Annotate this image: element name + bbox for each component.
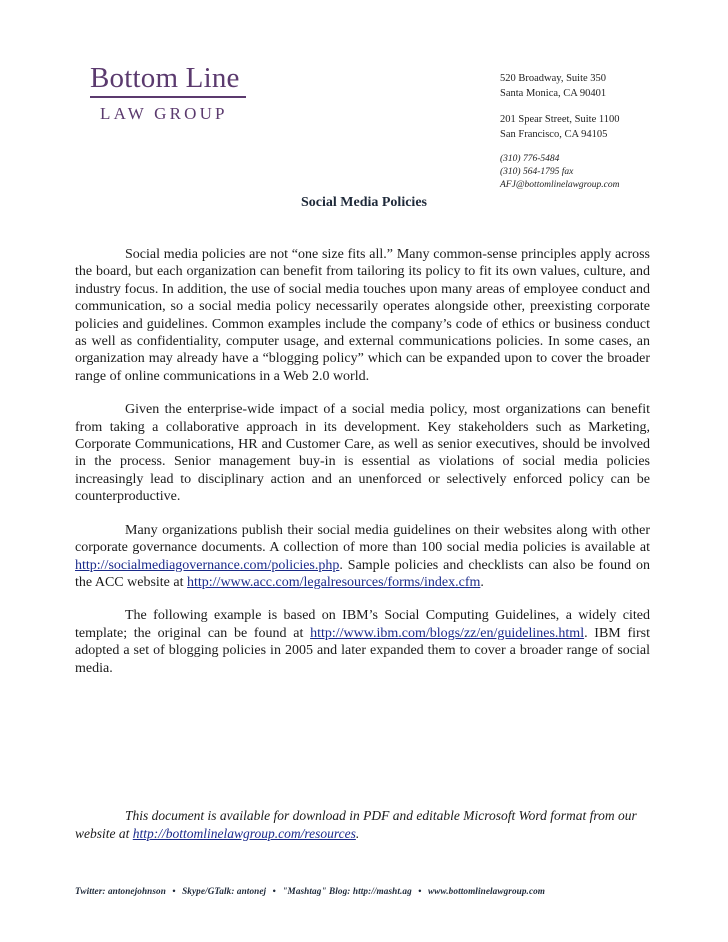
firm-address xyxy=(500,71,619,192)
footer-separator: • xyxy=(272,886,276,896)
address-line: Santa Monica, CA 90401 xyxy=(500,88,607,99)
phone: (310) 776-5484 xyxy=(500,154,560,164)
logo-subtitle: LAW GROUP xyxy=(100,104,228,123)
office-santa-monica xyxy=(500,71,619,101)
fax: (310) 564-1795 fax xyxy=(500,167,574,177)
page-footer xyxy=(75,886,650,896)
contact-info xyxy=(500,153,619,192)
text: . Sample policies and checklists can also be found on the ACC website at xyxy=(75,557,650,590)
document-body xyxy=(75,246,650,693)
paragraph-4 xyxy=(75,607,650,677)
paragraph-1: Social media policies are not “one size fits all.” Many common-sense principles apply across the board, but each organization can benefit from tailoring its policy to fit its own values, culture, and industry focus. In addition, the use of social media touches upon many areas of employee conduct and communication, so a social media policy necessarily operates alongside other, preexisting corporate policies and guidelines. Common examples include the company’s code of ethics or business conduct as well as confidentiality, computer usage, and external communications policies. In some cases, an organization may already have a “blogging policy” which can be expanded upon to cover the broader range of online communications in a Web 2.0 world. xyxy=(75,247,650,384)
text: . xyxy=(355,826,360,841)
email: AFJ@bottomlinelawgroup.com xyxy=(500,180,620,190)
address-line: San Francisco, CA 94105 xyxy=(500,129,608,140)
text: This document is available for download in PDF and editable Microsoft Word format from our website at xyxy=(75,808,637,841)
office-san-francisco xyxy=(500,112,619,142)
ibm-guidelines-link[interactable]: http://www.ibm.com/blogs/zz/en/guidelines.html xyxy=(310,625,585,641)
address-line: 201 Spear Street, Suite 1100 xyxy=(500,114,620,125)
text: The following example is based on IBM’s Social Computing Guidelines, a widely cited template; the original can be found at xyxy=(75,608,650,641)
firm-logo xyxy=(90,62,246,124)
footer-separator: • xyxy=(418,886,422,896)
document-title: Social Media Policies xyxy=(301,195,427,210)
footer-separator: • xyxy=(172,886,176,896)
footer-blog: "Mashtag" Blog: http://masht.ag xyxy=(282,886,412,896)
address-line: 520 Broadway, Suite 350 xyxy=(500,73,607,84)
footer-website: www.bottomlinelawgroup.com xyxy=(427,886,546,896)
logo-name: Bottom Line xyxy=(90,62,240,94)
download-note xyxy=(75,807,650,843)
logo-rule xyxy=(90,96,246,98)
socialmediagovernance-link[interactable]: http://socialmediagovernance.com/policies.php xyxy=(75,557,340,573)
text: . xyxy=(480,574,484,590)
footer-skype: Skype/GTalk: antonej xyxy=(182,886,267,896)
paragraph-2: Given the enterprise-wide impact of a social media policy, most organizations can benefit from taking a collaborative approach in its development. Key stakeholders such as Marketing, Corporate Communications, HR and Customer Care, as well as senior executives, should be involved in the process. Senior management buy-in is essential as violations of social media policies increasingly lead to disciplinary action and an unenforced or selectively enforced policy can be counterproductive. xyxy=(75,402,650,505)
resources-link[interactable]: http://bottomlinelawgroup.com/resources xyxy=(132,826,356,841)
paragraph-3 xyxy=(75,522,650,592)
acc-link[interactable]: http://www.acc.com/legalresources/forms/index.cfm xyxy=(187,574,481,590)
footer-twitter: Twitter: antonejohnson xyxy=(75,886,166,896)
text: Many organizations publish their social media guidelines on their websites along with other corporate governance documents. A collection of more than 100 social media policies is available at xyxy=(75,522,650,556)
text: . IBM first adopted a set of blogging policies in 2005 and later expanded them to cover a broader range of social media. xyxy=(75,625,650,676)
